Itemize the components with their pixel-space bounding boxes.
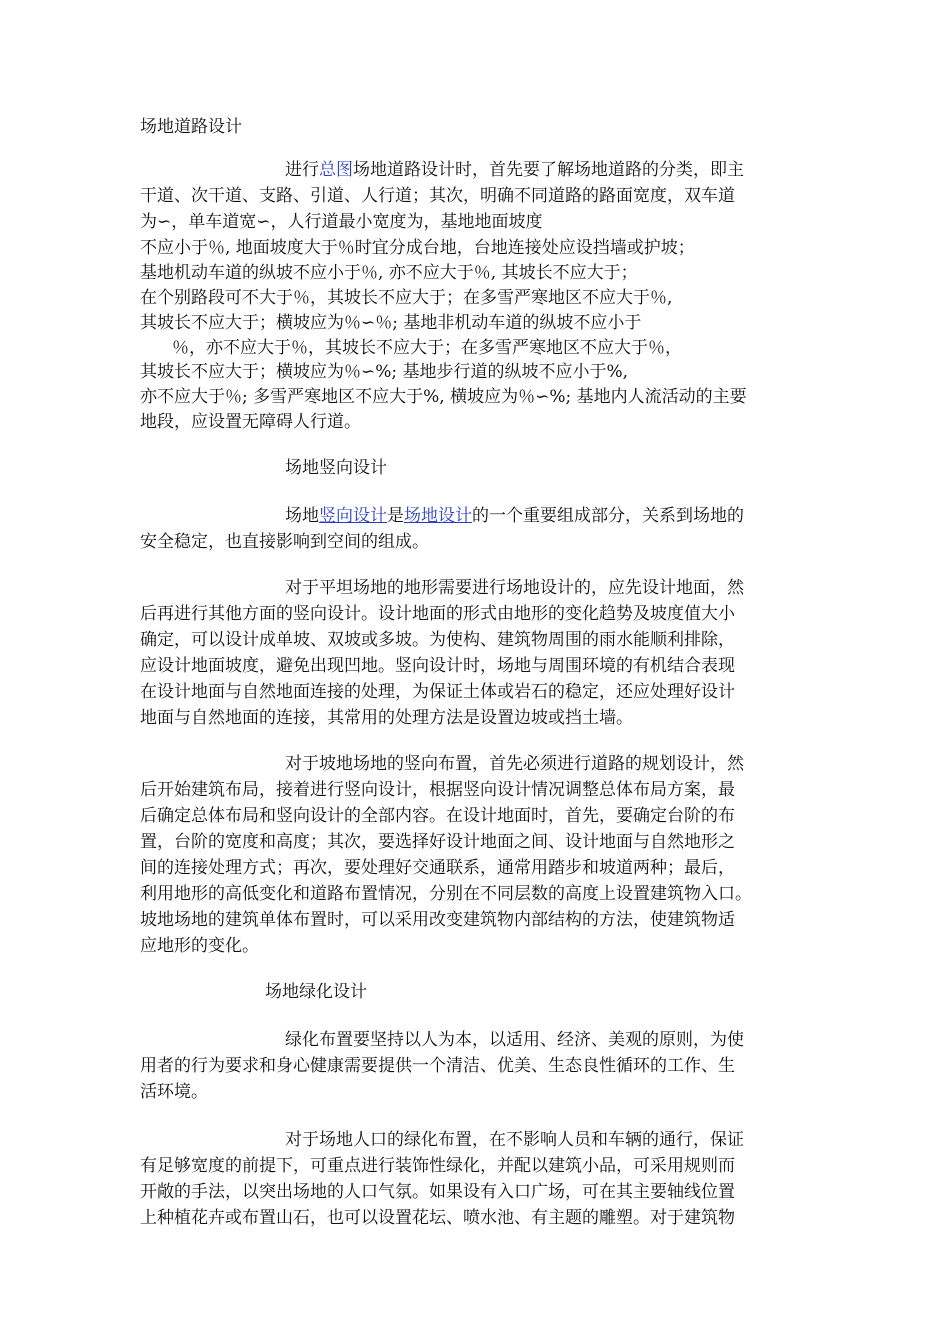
road-para-text: 场地道路设计时，首先要了解场地道路的分类，即主 xyxy=(353,160,744,180)
vertical-para1-line-1 xyxy=(285,506,744,526)
green-para1-line: 用者的行为要求和身心健康需要提供一个清洁、优美、生态良性循环的工作、生 xyxy=(140,1056,735,1076)
road-para-line: 为∽，单车道宽∽，人行道最小宽度为，基地地面坡度 xyxy=(140,212,543,232)
vertical-para-text: 场地 xyxy=(285,506,319,526)
road-para-line: 干道、次干道、支路、引道、人行道；其次，明确不同道路的路面宽度，双车道 xyxy=(140,186,735,206)
road-para-line: 不应小于％, 地面坡度大于％时宜分成台地，台地连接处应设挡墙或护坡； xyxy=(140,238,695,258)
vertical-para3-line: 应地形的变化。 xyxy=(140,936,259,956)
vertical-para-text: 的一个重要组成部分，关系到场地的 xyxy=(472,506,744,526)
vertical-para1-line-2: 安全稳定，也直接影响到空间的组成。 xyxy=(140,532,429,552)
heading-road-design: 场地道路设计 xyxy=(140,117,242,137)
green-para2-line: 开敞的手法，以突出场地的人口气氛。如果设有入口广场，可在其主要轴线位置 xyxy=(140,1182,735,1202)
vertical-para3-line: 对于坡地场地的竖向布置，首先必须进行道路的规划设计，然 xyxy=(285,754,744,774)
green-para1-line: 活环境。 xyxy=(140,1082,208,1102)
link-zongtu[interactable]: 总图 xyxy=(319,160,353,180)
vertical-para3-line: 后确定总体布局和竖向设计的全部内容。在设计地面时，首先，要确定台阶的布 xyxy=(140,806,735,826)
vertical-para3-line: 后开始建筑布局，接着进行竖向设计，根据竖向设计情况调整总体布局方案，最 xyxy=(140,780,735,800)
road-para-line: 亦不应大于％; 多雪严寒地区不应大于%, 横坡应为％∽%; 基地内人流活动的主要 xyxy=(140,387,747,407)
link-vertical-design[interactable]: 竖向设计 xyxy=(319,506,387,526)
vertical-para2-line: 在设计地面与自然地面连接的处理，为保证土体或岩石的稳定，还应处理好设计 xyxy=(140,682,735,702)
vertical-para2-line: 地面与自然地面的连接，其常用的处理方法是设置边坡或挡土墙。 xyxy=(140,708,633,728)
green-para2-line: 对于场地人口的绿化布置，在不影响人员和车辆的通行，保证 xyxy=(285,1130,744,1150)
road-para-line: 地段，应设置无障碍人行道。 xyxy=(140,412,361,432)
vertical-para2-line: 应设计地面坡度，避免出现凹地。竖向设计时，场地与周围环境的有机结合表现 xyxy=(140,656,735,676)
vertical-para2-line: 后再进行其他方面的竖向设计。设计地面的形式由地形的变化趋势及坡度值大小 xyxy=(140,604,735,624)
road-para-line: 其坡长不应大于；横坡应为％∽%; 基地步行道的纵坡不应小于%, xyxy=(140,362,629,382)
road-para-line: 基地机动车道的纵坡不应小于％, 亦不应大于％, 其坡长不应大于； xyxy=(140,263,638,283)
vertical-para3-line: 利用地形的高低变化和道路布置情况，分别在不同层数的高度上设置建筑物入口。 xyxy=(140,884,752,904)
road-para-line-1 xyxy=(285,160,744,180)
green-para1-line: 绿化布置要坚持以人为本，以适用、经济、美观的原则，为使 xyxy=(285,1030,744,1050)
heading-vertical-design: 场地竖向设计 xyxy=(285,458,387,478)
heading-greening-design: 场地绿化设计 xyxy=(265,982,367,1002)
road-para-line: 在个别路段可不大于％，其坡长不应大于；在多雪严寒地区不应大于％, xyxy=(140,288,673,308)
green-para2-line: 有足够宽度的前提下，可重点进行装饰性绿化，并配以建筑小品，可采用规则而 xyxy=(140,1156,735,1176)
vertical-para-text: 是 xyxy=(387,506,404,526)
link-site-design[interactable]: 场地设计 xyxy=(404,506,472,526)
road-para-line: ％，亦不应大于％，其坡长不应大于；在多雪严寒地区不应大于％， xyxy=(172,338,682,358)
vertical-para3-line: 间的连接处理方式；再次，要处理好交通联系，通常用踏步和坡道两种；最后， xyxy=(140,858,735,878)
vertical-para2-line: 对于平坦场地的地形需要进行场地设计的，应先设计地面，然 xyxy=(285,578,744,598)
vertical-para2-line: 确定，可以设计成单坡、双坡或多坡。为使构、建筑物周围的雨水能顺利排除， xyxy=(140,630,735,650)
vertical-para3-line: 置，台阶的宽度和高度；其次，要选择好设计地面之间、设计地面与自然地形之 xyxy=(140,832,735,852)
vertical-para3-line: 坡地场地的建筑单体布置时，可以采用改变建筑物内部结构的方法，使建筑物适 xyxy=(140,910,735,930)
road-para-text: 进行 xyxy=(285,160,319,180)
green-para2-line: 上种植花卉或布置山石，也可以设置花坛、喷水池、有主题的雕塑。对于建筑物 xyxy=(140,1208,735,1228)
road-para-line: 其坡长不应大于；横坡应为％∽％; 基地非机动车道的纵坡不应小于 xyxy=(140,313,642,333)
